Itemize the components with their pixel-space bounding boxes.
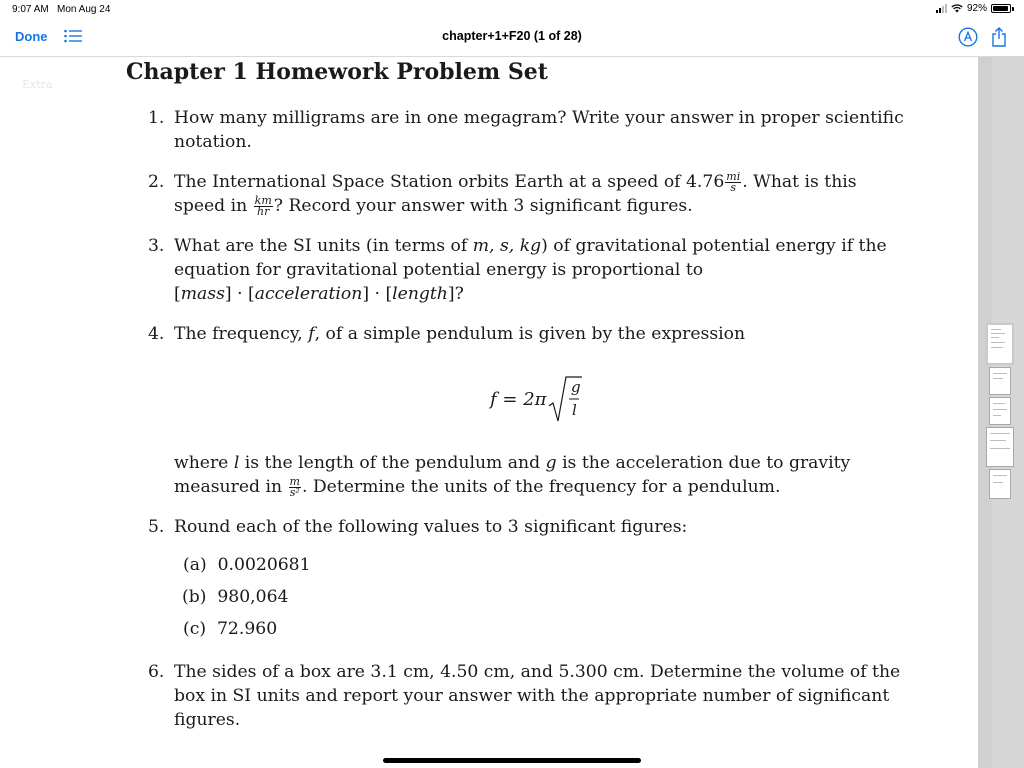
line: notation. [174,132,252,152]
line [174,475,914,499]
faint-margin-text: Extra [22,78,53,91]
line [174,234,914,258]
sub-label: (b) [182,587,207,607]
text: . What is this [742,172,857,192]
question-number: 2. [148,172,165,192]
pdf-page [110,57,978,768]
sub-label: (c) [183,619,207,639]
text: The International Space Station orbits Earth at a speed of 4.76 [174,172,725,192]
line [174,451,914,475]
text: where [174,453,229,473]
sub-item [183,555,311,575]
page-thumbnail-rail[interactable] [989,323,1019,501]
document-navbar [0,18,1024,57]
math-var: g [545,453,557,473]
share-icon[interactable] [990,26,1008,48]
wifi-icon [951,4,963,13]
numerator: mi [726,170,741,183]
line [174,194,914,218]
text: . Determine the units of the frequency for a pendulum. [301,477,781,497]
line: box in SI units and report your answer with the appropriate number of significant [174,686,890,706]
line: figures. [174,710,241,730]
left-margin [0,57,110,768]
numerator: m [289,475,300,488]
formula-lhs: f = 2π [490,389,547,410]
question-number: 4. [148,324,165,344]
text: ? Record your answer with 3 significant figures. [273,196,693,216]
text: is the acceleration due to gravity [562,453,851,473]
line: equation for gravitational potential energy is proportional to [174,260,704,280]
fraction [254,196,273,217]
question-number: 1. [148,108,165,128]
text: is the length of the pendulum and [244,453,541,473]
sub-value: 980,064 [217,587,289,607]
line: The sides of a box are 3.1 cm, 4.50 cm, and 5.300 cm. Determine the volume of the [174,662,901,682]
text: speed in [174,196,248,216]
chapter-title: Chapter 1 Homework Problem Set [126,59,548,85]
question-text [174,451,914,499]
status-right [936,3,1014,14]
formula-numerator: g [571,378,581,396]
question-text: Round each of the following values to 3 significant figures: [174,517,688,537]
formula-denominator: l [572,401,577,419]
sub-item [182,587,288,607]
denominator: hr [257,205,270,218]
sub-value: 0.0020681 [217,555,311,575]
text: measured in [174,477,283,497]
status-bar [0,0,1024,18]
fraction [289,477,301,498]
term: length [392,284,448,304]
page-thumbnail[interactable] [986,427,1014,467]
page-thumbnail[interactable] [989,469,1011,499]
sub-item [183,619,277,639]
term: mass [180,284,225,304]
line: How many milligrams are in one megagram? Write your answer in proper scientific [174,108,904,128]
battery-fill [993,6,1008,11]
question-text [174,170,914,218]
line [174,170,914,194]
document-title: chapter+1+F20 (1 of 28) [442,29,582,43]
home-indicator[interactable] [383,758,641,763]
text: What are the SI units (in terms of [174,236,468,256]
text: ) of gravitational potential energy if the [541,236,887,256]
cellular-icon [936,4,947,13]
fraction [725,172,741,193]
math-var: l [233,453,240,473]
denominator: s² [289,486,300,499]
battery-tip [1012,7,1014,11]
pendulum-formula [490,375,610,425]
math-var: f [308,324,315,344]
term: acceleration [254,284,363,304]
page-thumbnail[interactable] [986,323,1014,365]
battery-icon [991,4,1011,13]
question-number: 5. [148,517,165,537]
text: The frequency, [174,324,303,344]
question-text [174,322,914,346]
page-thumbnail[interactable] [989,397,1011,425]
sub-label: (a) [183,555,207,575]
question-number: 3. [148,236,165,256]
numerator: km [254,194,272,207]
done-button[interactable]: Done [15,29,48,44]
denominator: s [730,181,737,194]
question-text [174,660,914,732]
status-time: 9:07 AM [12,4,49,15]
markup-icon[interactable] [958,27,978,47]
text: , of a simple pendulum is given by the expression [314,324,746,344]
page-thumbnail[interactable] [989,367,1011,395]
question-text [174,106,914,154]
question-text [174,234,914,306]
line: [mass] · [acceleration] · [length]? [174,284,464,304]
sub-value: 72.960 [216,619,278,639]
status-date: Mon Aug 24 [57,4,111,15]
battery-percent: 92% [966,3,987,14]
line [174,322,914,346]
math-vars: m, s, kg [472,236,542,256]
question-number: 6. [148,662,165,682]
